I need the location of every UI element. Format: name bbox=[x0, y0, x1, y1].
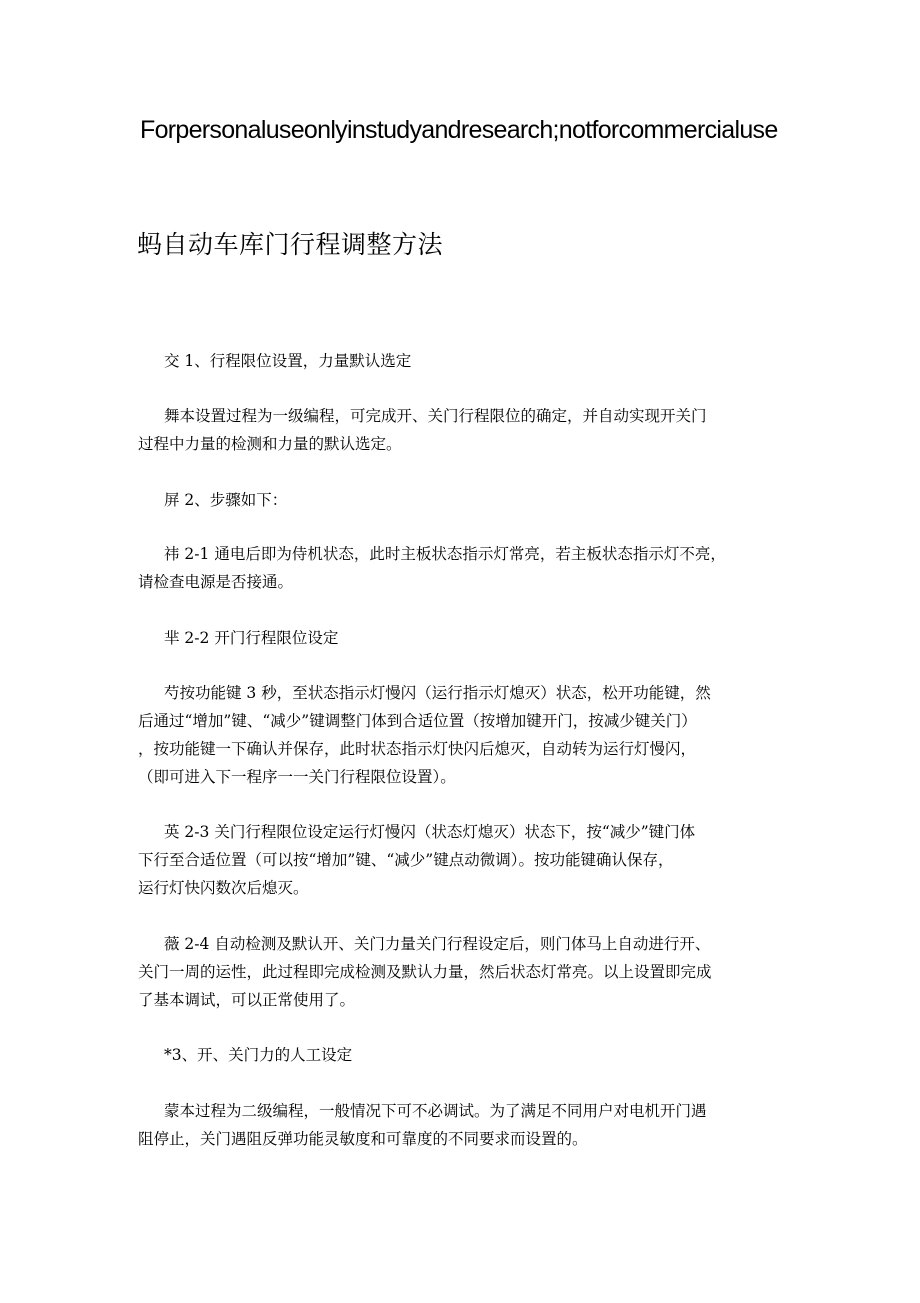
usage-notice: Forpersonaluseonlyinstudyandresearch;notforcommercialuse bbox=[140, 116, 778, 144]
document-title: 蚂自动车库门行程调整方法 bbox=[137, 230, 444, 259]
paragraph-step-2-2-detail: 芍按功能键 3 秒，至状态指示灯慢闪（运行指示灯熄灭）状态，松开功能键，然 后通过“增加”键、“减少”键调整门体到合适位置（按增加键开门，按减少键关门） ，按功能键一下确认并保存，此时状态指示灯快闪后熄灭，自动转为运行灯慢闪， （即可进入下一程序一一关门行程限位设置）。 bbox=[138, 684, 711, 786]
paragraph-step-2-1: 祎 2-1 通电后即为侍机状态，此时主板状态指示灯常亮，若主板状态指示灯不亮， 请检查电源是否接通。 bbox=[138, 545, 726, 591]
section-heading-2: 屏 2、步骤如下： bbox=[164, 491, 288, 509]
paragraph-step-2-3: 英 2-3 关门行程限位设定运行灯慢闪（状态灯熄灭）状态下，按“减少”键门体 下行至合适位置（可以按“增加”键、“减少”键点动微调）。按功能键确认保存， 运行灯快闪数次后熄灭。 bbox=[138, 823, 696, 897]
paragraph-step-2-2-heading: 芈 2-2 开门行程限位设定 bbox=[164, 629, 339, 647]
section-heading-3: *3、开、关门力的人工设定 bbox=[164, 1046, 353, 1064]
paragraph-step-2-4: 薇 2-4 自动检测及默认开、关门力量关门行程设定后，则门体马上自动进行开、 关门一周的运性，此过程即完成检测及默认力量，然后状态灯常亮。以上设置即完成 了基本调试，可以正常使用了。 bbox=[138, 935, 712, 1009]
paragraph-intro: 舞本设置过程为一级编程，可完成开、关门行程限位的确定，并自动实现开关门 过程中力量的检测和力量的默认选定。 bbox=[138, 407, 707, 453]
section-heading-1: 交 1、行程限位设置，力量默认选定 bbox=[164, 352, 412, 370]
paragraph-section-3-body: 蒙本过程为二级编程，一般情况下可不必调试。为了满足不同用户对电机开门遇 阻停止，关门遇阻反弹功能灵敏度和可靠度的不同要求而设置的。 bbox=[138, 1102, 707, 1148]
